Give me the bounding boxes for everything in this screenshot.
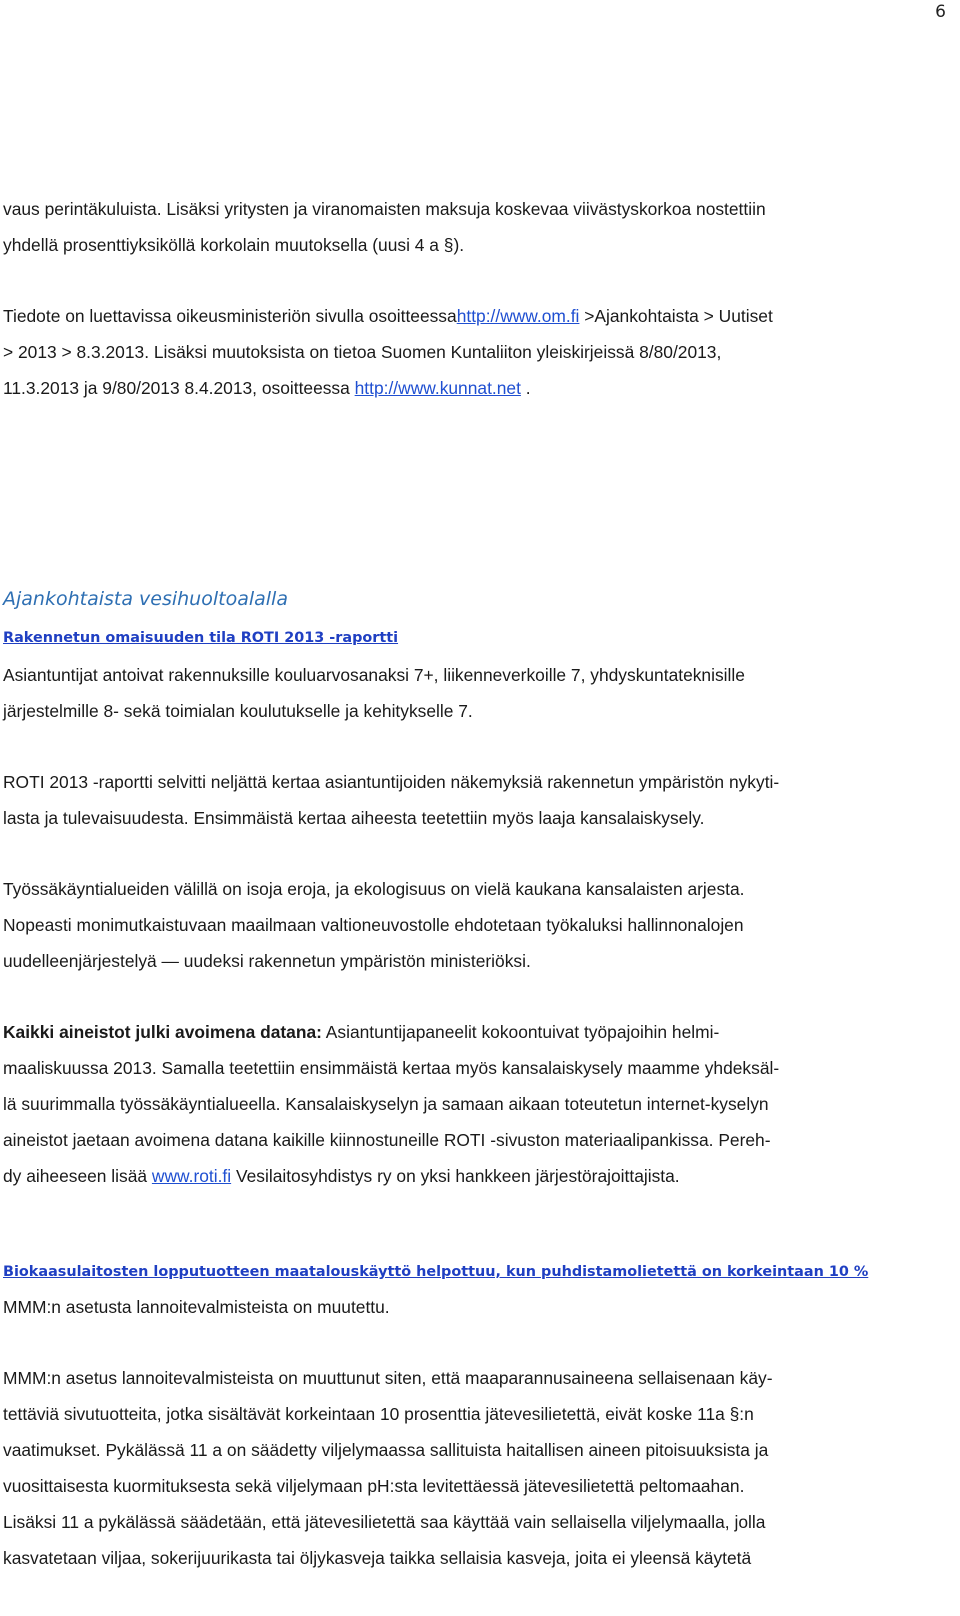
paragraph-line: Työssäkäyntialueiden välillä on isoja eroja, ja ekologisuus on vielä kaukana kansalaisten arjesta. (3, 879, 745, 899)
paragraph-line: uudelleenjärjestelyä — uudeksi rakennetun ympäristön ministeriöksi. (3, 951, 531, 971)
paragraph-line: tettäviä sivutuotteita, jotka sisältävät korkeintaan 10 prosenttia jätevesilietettä, eivät koske 11a §:n (3, 1404, 754, 1424)
paragraph-line (3, 1165, 680, 1187)
paragraph-line: vuosittaisesta kuormituksesta sekä viljelymaan pH:sta levitettäessä jätevesilietettä peltomaahan. (3, 1476, 745, 1496)
biogas-title-link[interactable]: Biokaasulaitosten lopputuotteen maatalouskäyttö helpottuu, kun puhdistamolietettä on korkeintaan 10 % (3, 1264, 869, 1280)
paragraph-line: MMM:n asetus lannoitevalmisteista on muuttunut siten, että maaparannusaineena sellaisenaan käy- (3, 1368, 773, 1388)
paragraph-line: järjestelmille 8- sekä toimialan koulutukselle ja kehitykselle 7. (3, 701, 473, 721)
section-heading: Ajankohtaista vesihuoltoalalla (3, 588, 288, 610)
om-link[interactable]: http://www.om.fi (456, 306, 580, 326)
paragraph-line: MMM:n asetusta lannoitevalmisteista on muutettu. (3, 1297, 390, 1317)
text-segment: Asiantuntijapaneelit kokoontuivat työpajoihin helmi- (321, 1022, 720, 1042)
kunnat-link[interactable]: http://www.kunnat.net (354, 378, 521, 398)
paragraph-line: aineistot jaetaan avoimena datana kaikille kiinnostuneille ROTI -sivuston materiaalipankissa. Pereh- (3, 1130, 771, 1150)
roti-title-link[interactable]: Rakennetun omaisuuden tila ROTI 2013 -raportti (3, 630, 399, 646)
paragraph-line: maaliskuussa 2013. Samalla teetettiin ensimmäistä kertaa myös kansalaiskysely maamme yhdeksäl- (3, 1058, 780, 1078)
text-segment: . (520, 378, 531, 398)
text-segment: Vesilaitosyhdistys ry on yksi hankkeen järjestörajoittajista. (231, 1166, 680, 1186)
paragraph-line: Asiantuntijat antoivat rakennuksille kouluarvosanaksi 7+, liikenneverkoille 7, yhdyskuntateknisille (3, 665, 745, 685)
roti-link[interactable]: www.roti.fi (151, 1166, 232, 1186)
paragraph-line: vaatimukset. Pykälässä 11 a on säädetty viljelymaassa sallituista haitallisen aineen pitoisuuksista ja (3, 1440, 769, 1460)
paragraph-line: > 2013 > 8.3.2013. Lisäksi muutoksista on tietoa Suomen Kuntaliiton yleiskirjeissä 8/80/2013, (3, 342, 722, 362)
text-segment: dy aiheeseen lisää (3, 1166, 152, 1186)
page-number: 6 (935, 2, 946, 22)
paragraph-line: ROTI 2013 -raportti selvitti neljättä kertaa asiantuntijoiden näkemyksiä rakennetun ympäristön nykyti- (3, 772, 780, 792)
paragraph-line (3, 305, 773, 327)
bold-lead: Kaikki aineistot julki avoimena datana: (3, 1022, 322, 1042)
paragraph-line: vaus perintäkuluista. Lisäksi yritysten ja viranomaisten maksuja koskevaa viivästyskorkoa nostettiin (3, 199, 766, 219)
paragraph-line (3, 377, 531, 399)
paragraph-line: lä suurimmalla työssäkäyntialueella. Kansalaiskyselyn ja samaan aikaan toteutetun internet-kyselyn (3, 1094, 769, 1114)
text-segment: 11.3.2013 ja 9/80/2013 8.4.2013, osoitteessa (3, 378, 355, 398)
text-segment: Tiedote on luettavissa oikeusministeriön sivulla osoitteessa (3, 306, 457, 326)
paragraph-line: Lisäksi 11 a pykälässä säädetään, että jätevesilietettä saa käyttää vain sellaisella viljelymaalla, jolla (3, 1512, 766, 1532)
paragraph-line: Nopeasti monimutkaistuvaan maailmaan valtioneuvostolle ehdotetaan työkaluksi hallinnonalojen (3, 915, 744, 935)
paragraph-line (3, 1021, 719, 1043)
paragraph-line: yhdellä prosenttiyksiköllä korkolain muutoksella (uusi 4 a §). (3, 235, 465, 255)
paragraph-line: lasta ja tulevaisuudesta. Ensimmäistä kertaa aiheesta teetettiin myös laaja kansalaiskysely. (3, 808, 705, 828)
text-segment: >Ajankohtaista > Uutiset (579, 306, 773, 326)
paragraph-line: kasvatetaan viljaa, sokerijuurikasta tai öljykasveja taikka sellaisia kasveja, joita ei yleensä käytetä (3, 1548, 752, 1568)
